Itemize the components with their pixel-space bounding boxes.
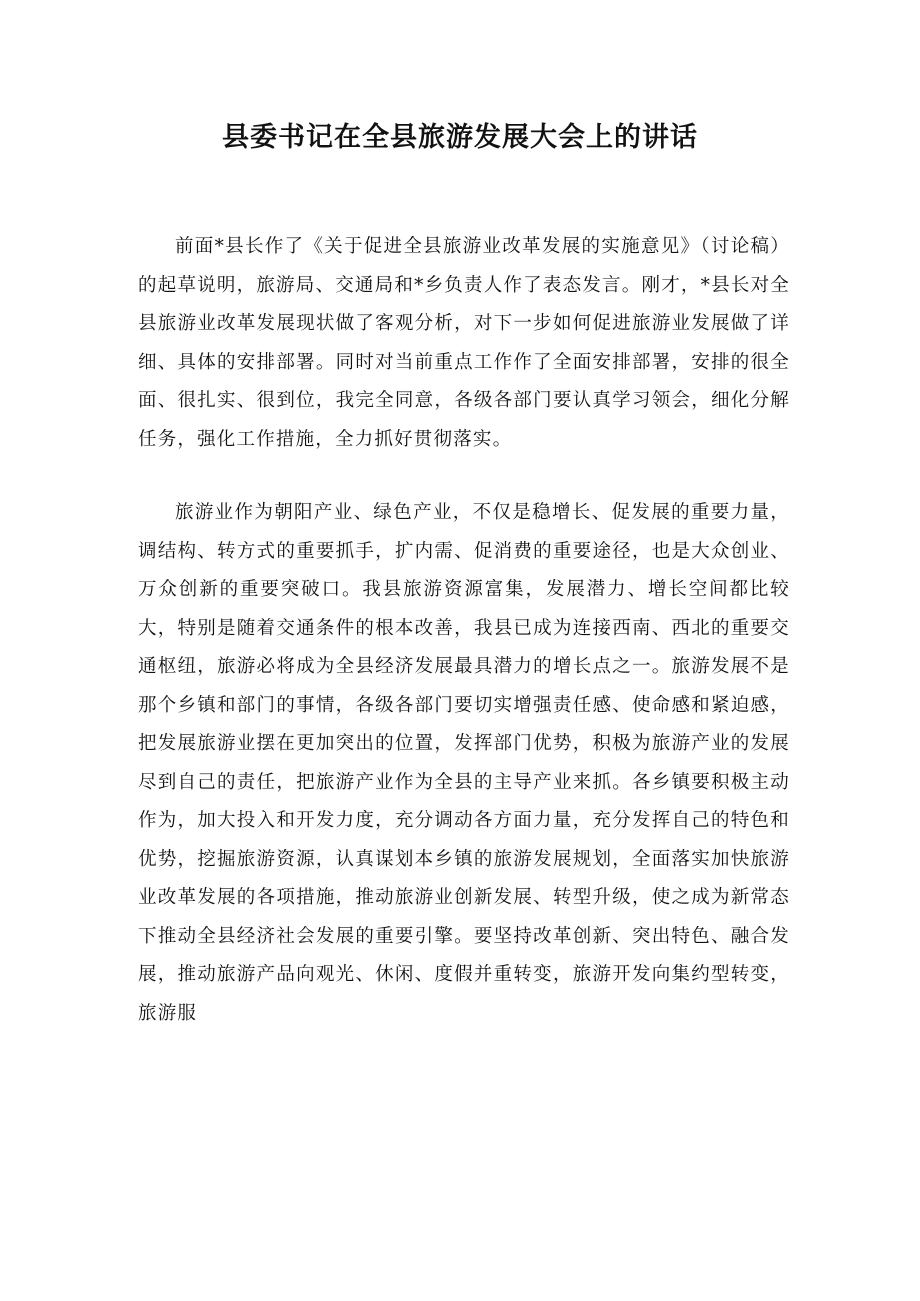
paragraph-1: 前面*县长作了《关于促进全县旅游业改革发展的实施意见》（讨论稿）的起草说明，旅游局、交通局和*乡负责人作了表态发言。刚才，*县长对全县旅游业改革发展现状做了客观分析，对下一步如何促进旅游业发展做了详细、具体的安排部署。同时对当前重点工作作了全面安排部署，安排的很全面、很扎实、很到位，我完全同意，各级各部门要认真学习领会，细化分解任务，强化工作措施，全力抓好贯彻落实。 xyxy=(138,236,790,450)
paragraph-2: 旅游业作为朝阳产业、绿色产业，不仅是稳增长、促发展的重要力量，调结构、转方式的重要抓手，扩内需、促消费的重要途径，也是大众创业、万众创新的重要突破口。我县旅游资源富集，发展潜力、增长空间都比较大，特别是随着交通条件的根本改善，我县已成为连接西南、西北的重要交通枢纽，旅游必将成为全县经济发展最具潜力的增长点之一。旅游发展不是那个乡镇和部门的事情，各级各部门要切实增强责任感、使命感和紧迫感，把发展旅游业摆在更加突出的位置，发挥部门优势，积极为旅游产业的发展尽到自己的责任，把旅游产业作为全县的主导产业来抓。各乡镇要积极主动作为，加大投入和开发力度，充分调动各方面力量，充分发挥自己的特色和优势，挖掘旅游资源，认真谋划本乡镇的旅游发展规划，全面落实加快旅游业改革发展的各项措施，推动旅游业创新发展、转型升级，使之成为新常态下推动全县经济社会发展的重要引擎。要坚持改革创新、突出特色、融合发展，推动旅游产品向观光、休闲、度假并重转变，旅游开发向集约型转变，旅游服 xyxy=(138,502,790,1024)
document-body xyxy=(138,228,790,1033)
document-title: 县委书记在全县旅游发展大会上的讲话 xyxy=(222,122,698,153)
